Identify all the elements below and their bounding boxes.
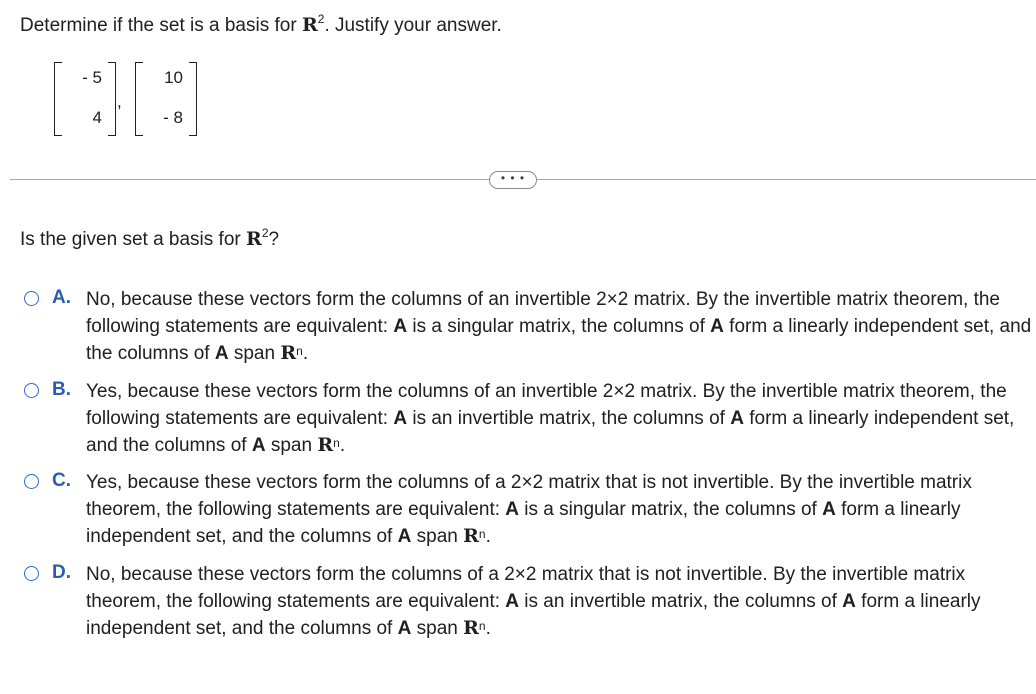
option-text: No, because these vectors form the columns of a 2×2 matrix that is not invertible. By the invertible matrix theorem, the following statements are equivalent: A is an invertible matrix, the columns of A form a linearly independent set, and the columns of A span $R^n$. xyxy=(86,564,981,639)
radio-button-b[interactable] xyxy=(24,383,39,398)
question-prefix: Determine if the set is a basis for xyxy=(20,15,302,36)
expand-button[interactable] xyxy=(489,171,537,189)
option-text: No, because these vectors form the columns of an invertible 2×2 matrix. By the invertible matrix theorem, the following statements are equivalent: A is a singular matrix, the columns of A form a linearly independent set, and the columns of A span $R^n$. xyxy=(86,289,1032,364)
vector-1-top: - 5 xyxy=(82,68,102,87)
subquestion-prefix: Is the given set a basis for xyxy=(20,229,247,250)
radio-button-d[interactable] xyxy=(24,566,39,581)
real-space-symbol: R xyxy=(246,228,262,250)
vector-1-bottom: 4 xyxy=(92,108,102,127)
option-letter: A. xyxy=(52,287,71,308)
option-letter: C. xyxy=(52,470,71,491)
question-text xyxy=(20,14,502,37)
right-bracket xyxy=(108,62,116,136)
vector-1 xyxy=(54,62,116,136)
right-bracket xyxy=(189,62,197,136)
subquestion-suffix: ? xyxy=(268,229,280,250)
option-letter: B. xyxy=(52,379,71,400)
option-text: Yes, because these vectors form the columns of an invertible 2×2 matrix. By the invertible matrix theorem, the following statements are equivalent: A is an invertible matrix, the columns of A form a linearly independent set, and the columns of A span $R^n$. xyxy=(86,381,1015,456)
space-exponent: 2 xyxy=(261,226,269,240)
vector-separator: , xyxy=(117,92,122,111)
ellipsis-icon: • • • xyxy=(500,171,526,185)
left-bracket xyxy=(54,62,62,136)
option-letter: D. xyxy=(52,562,71,583)
radio-button-c[interactable] xyxy=(24,474,39,489)
vector-2-bottom: - 8 xyxy=(163,108,183,127)
radio-button-a[interactable] xyxy=(24,291,39,306)
left-bracket xyxy=(135,62,143,136)
space-exponent: 2 xyxy=(317,12,325,26)
vector-2-top: 10 xyxy=(164,68,183,87)
subquestion-text xyxy=(20,228,279,251)
question-suffix: . Justify your answer. xyxy=(324,15,502,36)
option-text: Yes, because these vectors form the columns of a 2×2 matrix that is not invertible. By the invertible matrix theorem, the following statements are equivalent: A is a singular matrix, the columns of A form a linearly independent set, and the columns of A span $R^n$. xyxy=(86,472,972,547)
vector-2 xyxy=(135,62,197,136)
real-space-symbol: R xyxy=(301,14,318,36)
